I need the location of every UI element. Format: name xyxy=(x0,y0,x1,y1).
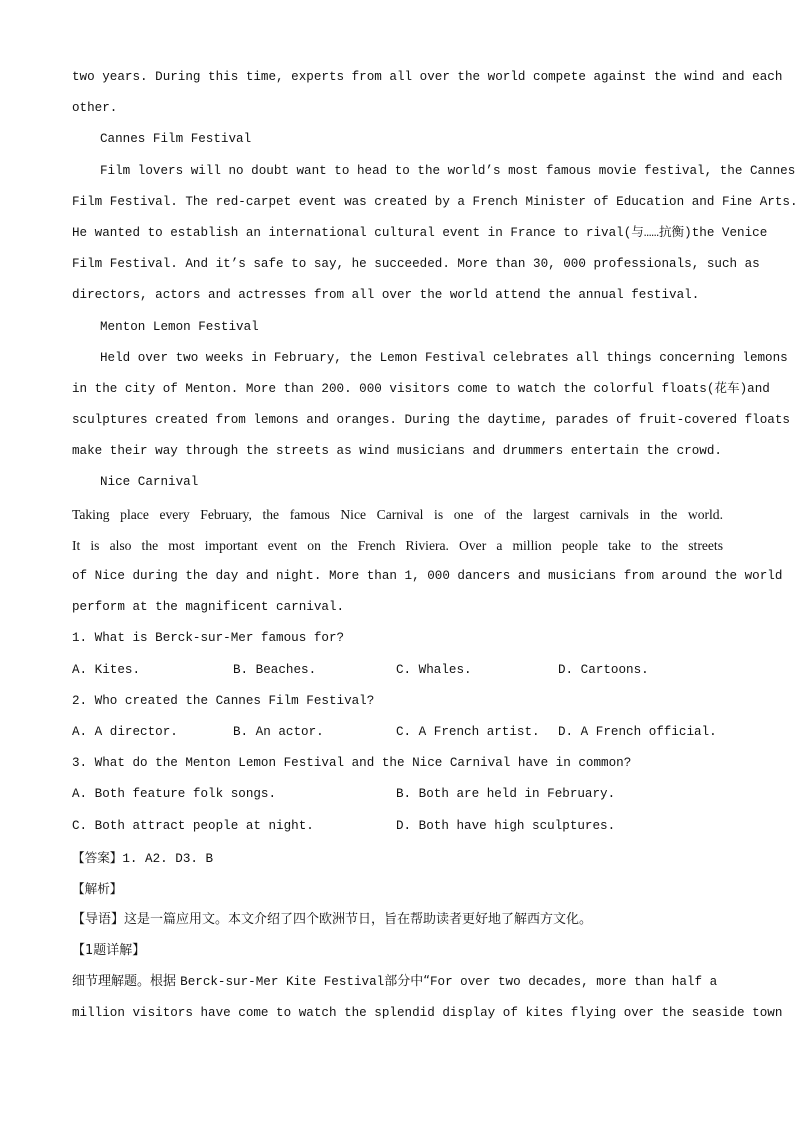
question-options xyxy=(72,717,723,748)
section-title-cannes: Cannes Film Festival xyxy=(100,132,252,147)
passage-line: It is also the most important event on the French Riviera. Over a million people take to the streets xyxy=(72,537,723,553)
passage-line: directors, actors and actresses from all over the world attend the annual festival. xyxy=(72,288,700,303)
detail-quote: For over two decades, more than half a xyxy=(429,975,718,990)
option-b: B. Beaches. xyxy=(233,662,317,677)
detail-en: Berck-sur-Mer Kite Festival xyxy=(180,975,385,990)
option-a: A. A director. xyxy=(72,724,178,739)
detail-tag: 【1题详解】 xyxy=(72,943,146,959)
passage-line: of Nice during the day and night. More than 1, 000 dancers and musicians from around the world xyxy=(72,569,783,583)
passage-line: Film Festival. The red-carpet event was created by a French Minister of Education and Fine Arts. xyxy=(72,194,798,209)
passage-line: in the city of Menton. More than 200. 000 visitors come to watch the colorful floats(花车)and xyxy=(72,381,770,396)
question-stem: 2. Who created the Cannes Film Festival? xyxy=(72,693,375,708)
guide-text: 这是一篇应用文。本文介绍了四个欧洲节日，旨在帮助读者更好地了解西方文化。 xyxy=(124,912,593,928)
answer-tag: 【答案】 xyxy=(72,849,123,865)
passage-line: He wanted to establish an international cultural event in France to rival(与……抗衡)the Venice xyxy=(72,225,768,240)
detail-line: million visitors have come to watch the splendid display of kites flying over the seaside town xyxy=(72,1005,783,1020)
detail-cn: 细节理解题。根据 xyxy=(72,974,181,990)
section-title-menton: Menton Lemon Festival xyxy=(100,319,259,334)
section-title-nice: Nice Carnival xyxy=(100,475,199,490)
passage-line: perform at the magnificent carnival. xyxy=(72,600,345,615)
answer-line xyxy=(72,842,723,873)
passage-line: make their way through the streets as wind musicians and drummers entertain the crowd. xyxy=(72,444,722,459)
passage-line: Held over two weeks in February, the Lemon Festival celebrates all things concerning lemons xyxy=(100,350,788,365)
passage-line: Film lovers will no doubt want to head to the world’s most famous movie festival, the Cannes xyxy=(100,163,796,178)
passage-line: Film Festival. And it’s safe to say, he succeeded. More than 30, 000 professionals, such as xyxy=(72,257,760,272)
passage-line: sculptures created from lemons and oranges. During the daytime, parades of fruit-covered floats xyxy=(72,413,790,428)
question-options xyxy=(72,655,723,686)
option-a: A. Both feature folk songs. xyxy=(72,787,277,802)
option-c: C. Whales. xyxy=(396,662,472,677)
option-b: B. An actor. xyxy=(233,724,324,739)
option-d: D. Both have high sculptures. xyxy=(396,818,616,833)
question-stem: 3. What do the Menton Lemon Festival and the Nice Carnival have in common? xyxy=(72,756,632,771)
passage-line: two years. During this time, experts from all over the world compete against the wind and each xyxy=(72,70,783,84)
detail-line xyxy=(72,966,723,997)
question-stem: 1. What is Berck-sur-Mer famous for? xyxy=(72,631,345,646)
passage-line: other. xyxy=(72,101,118,116)
guide-tag: 【导语】 xyxy=(72,912,125,928)
detail-cn-2: 部分中“ xyxy=(384,974,430,990)
option-d: D. Cartoons. xyxy=(558,662,649,677)
option-a: A. Kites. xyxy=(72,662,141,677)
passage-line: Taking place every February, the famous Nice Carnival is one of the largest carnivals in the world. xyxy=(72,506,723,522)
question-options xyxy=(72,811,723,842)
answer-text: 1. A2. D3. B xyxy=(122,851,214,866)
option-b: B. Both are held in February. xyxy=(396,787,616,802)
question-options xyxy=(72,779,723,810)
document-page xyxy=(72,62,798,1029)
analysis-tag: 【解析】 xyxy=(72,880,123,896)
option-c: C. Both attract people at night. xyxy=(72,818,314,833)
guide-line xyxy=(72,904,723,935)
option-c: C. A French artist. xyxy=(396,724,540,739)
option-d: D. A French official. xyxy=(558,724,717,739)
